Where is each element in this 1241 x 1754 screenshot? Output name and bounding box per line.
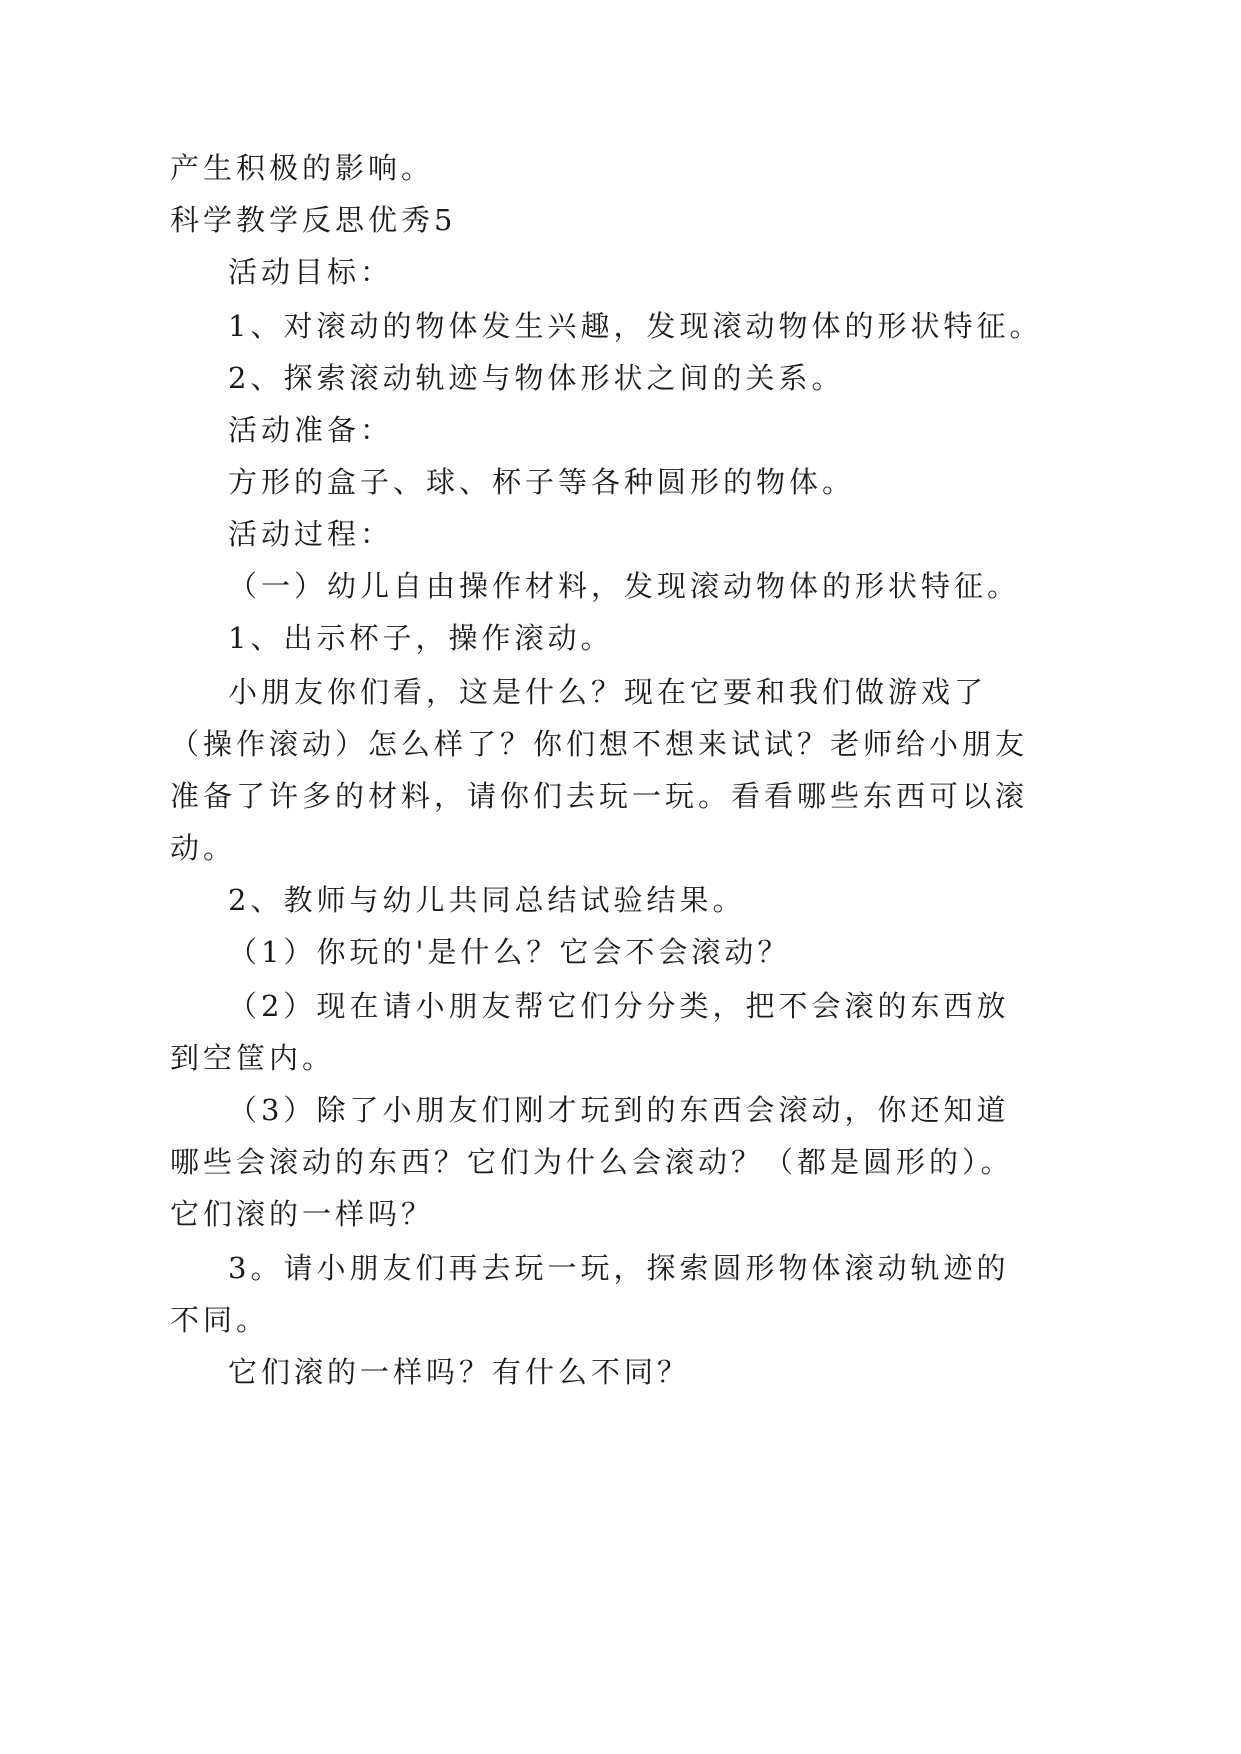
heading-activity-process: 活动过程： [228,517,394,551]
text-line: （一）幼儿自由操作材料，发现滚动物体的形状特征。 [228,569,1021,603]
text-line: 准备了许多的材料，请你们去玩一玩。看看哪些东西可以滚 [170,779,1029,813]
text-line: 不同。 [170,1303,270,1337]
text-line: （3）除了小朋友们刚才玩到的东西会滚动，你还知道 [228,1093,1010,1127]
text-line: 它们滚的一样吗？ [170,1197,435,1231]
text-line: 它们滚的一样吗？有什么不同？ [228,1355,691,1389]
text-line: 产生积极的影响。 [170,151,435,185]
heading-activity-prep: 活动准备： [228,413,394,447]
text-line: （1）你玩的'是什么？它会不会滚动？ [228,935,791,969]
text-line: 小朋友你们看，这是什么？现在它要和我们做游戏了 [228,675,988,709]
text-line: 2、探索滚动轨迹与物体形状之间的关系。 [228,361,845,395]
heading-activity-goals: 活动目标： [228,255,394,289]
text-line: 动。 [170,831,237,865]
text-line: 到空筐内。 [170,1041,336,1075]
text-line: 2、教师与幼儿共同总结试验结果。 [228,883,746,917]
text-line: 1、出示杯子，操作滚动。 [228,621,614,655]
text-line: 哪些会滚动的东西？它们为什么会滚动？（都是圆形的）。 [170,1145,1014,1179]
text-line: 3。请小朋友们再去玩一玩，探索圆形物体滚动轨迹的 [228,1251,1010,1285]
text-line: 1、对滚动的物体发生兴趣，发现滚动物体的形状特征。 [228,309,1043,343]
text-line: 方形的盒子、球、杯子等各种圆形的物体。 [228,465,856,499]
text-line: （操作滚动）怎么样了？你们想不想来试试？老师给小朋友 [170,727,1029,761]
text-line: （2）现在请小朋友帮它们分分类，把不会滚的东西放 [228,989,1010,1023]
section-title: 科学教学反思优秀5 [170,203,457,237]
